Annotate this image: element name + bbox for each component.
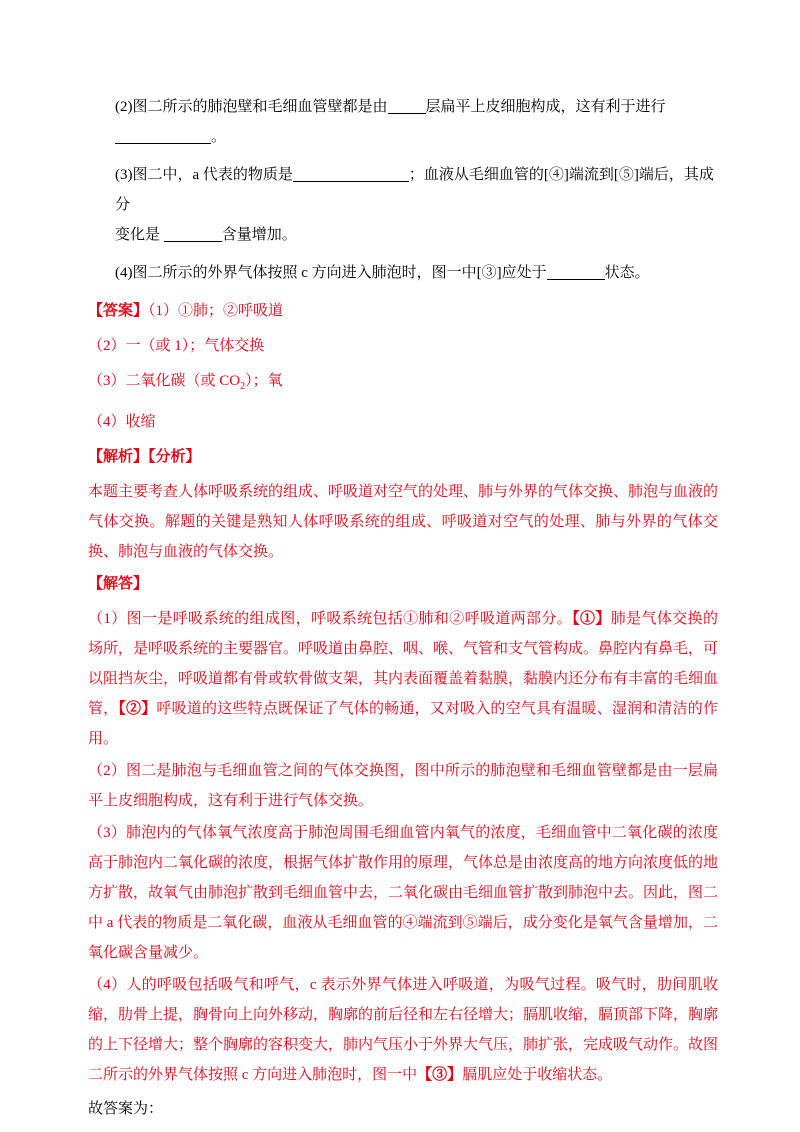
solution-1-text-a: （1）图一是呼吸系统的组成图，呼吸系统包括①肺和②呼吸道两部分。 (88, 611, 573, 627)
question-2-text-a: (2)图二所示的肺泡壁和毛细血管壁都是由 (115, 99, 388, 115)
answer-1-text: （1）①肺；②呼吸道 (148, 303, 284, 319)
question-4 (88, 258, 718, 288)
solution-2: （2）图二是肺泡与毛细血管之间的气体交换图，图中所示的肺泡壁和毛细血管壁都是由一层扁平上皮细胞构成，这有利于进行气体交换。 (88, 763, 718, 809)
solution-1 (88, 604, 718, 754)
analysis-text: 本题主要考查人体呼吸系统的组成、呼吸道对空气的处理、肺与外界的气体交换、肺泡与血液的气体交换。解题的关键是熟知人体呼吸系统的组成、呼吸道对空气的处理、肺与外界的气体交换、肺泡与血液的气体交换。 (88, 484, 719, 560)
answer-3 (88, 366, 718, 402)
answer-section (88, 296, 718, 1090)
final-answer-label: 故答案为： (88, 1101, 164, 1117)
question-2-text-b: 层扁平上皮细胞构成，这有利于进行 (425, 99, 666, 115)
question-2-blank-1 (388, 97, 426, 114)
solution-4-tag: 【③】 (417, 1067, 463, 1083)
solution-label: 【解答】 (88, 576, 149, 592)
solution-1-tag-1: 【①】 (572, 611, 611, 627)
document-content (88, 92, 718, 1124)
solution-3: （3）肺泡内的气体氧气浓度高于肺泡周围毛细血管内氧气的浓度，毛细血管中二氧化碳的浓度高于肺泡内二氧化碳的浓度，根据气体扩散作用的原理，气体总是由浓度高的地方向浓度低的地方扩散，故氧气由肺泡扩散到毛细血管中去，二氧化碳由毛细血管扩散到肺泡中去。因此，图二中 a 代表的物质是二氧化碳，血液从毛细血管的④端流到⑤端后，成分变化是氧气含量增加，二氧化碳含量减少。 (88, 825, 719, 961)
answer-1 (88, 296, 718, 326)
solution-1-text-c: 呼吸道的这些特点既保证了气体的畅通，又对吸入的空气具有温暖、湿润和清洁的作用。 (88, 701, 718, 747)
solution-1-tag-2: 【②】 (118, 701, 157, 717)
question-3-blank-1 (293, 165, 409, 182)
question-4-text-b: 状态。 (604, 265, 650, 281)
analysis-label: 【解析】【分析】 (88, 449, 201, 465)
answer-label: 【答案】 (88, 303, 149, 319)
solution-4-text-a: （4）人的呼吸包括吸气和呼气，c 表示外界气体进入呼吸道，为吸气过程。吸气时，肋间肌收缩，肋骨上提，胸骨向上向外移动，胸廓的前后径和左右径增大；膈肌收缩，膈顶部下降，胸廓的上下径增大；整个胸廓的容积变大，肺内气压小于外界大气压，肺扩张，完成吸气动作。故图二所示的外界气体按照 c 方向进入肺泡时，图一中 (88, 977, 719, 1083)
solution-4 (88, 970, 718, 1090)
question-section (88, 92, 718, 288)
question-2 (88, 92, 718, 152)
question-3 (88, 160, 718, 250)
answer-3-text-b: ）；氧 (245, 373, 283, 389)
solution-1-text-b: 肺是气体交换的场所，是呼吸系统的主要器官。呼吸道由鼻腔、咽、喉、气管和支气管构成。鼻腔内有鼻毛，可以阻挡灰尘，呼吸道都有骨或软骨做支架，其内表面覆盖着黏膜，黏膜内还分布有丰富的毛细血管， (88, 611, 719, 717)
question-3-blank-2 (164, 225, 222, 242)
question-3-text-a: (3)图二中，a 代表的物质是 (115, 167, 293, 183)
answer-2: （2）一（或 1）；气体交换 (88, 338, 265, 354)
question-2-end: 。 (211, 129, 227, 145)
question-2-blank-2 (115, 127, 211, 144)
answer-4: （4）收缩 (88, 414, 156, 430)
answer-3-subscript: 2 (240, 381, 246, 392)
question-4-blank (547, 263, 605, 280)
answer-3-text-a: （3）二氧化碳（或 CO (88, 373, 241, 389)
question-3-text-c: 变化是 (115, 227, 164, 243)
solution-4-text-b: 膈肌应处于收缩状态。 (462, 1067, 613, 1083)
question-4-text-a: (4)图二所示的外界气体按照 c 方向进入肺泡时，图一中[③]应处于 (115, 265, 547, 281)
question-3-text-d: 含量增加。 (221, 227, 297, 243)
question-3-text-b: ；血液从毛细血管的[④]端流到[⑤]端后，其成分 (115, 167, 714, 213)
